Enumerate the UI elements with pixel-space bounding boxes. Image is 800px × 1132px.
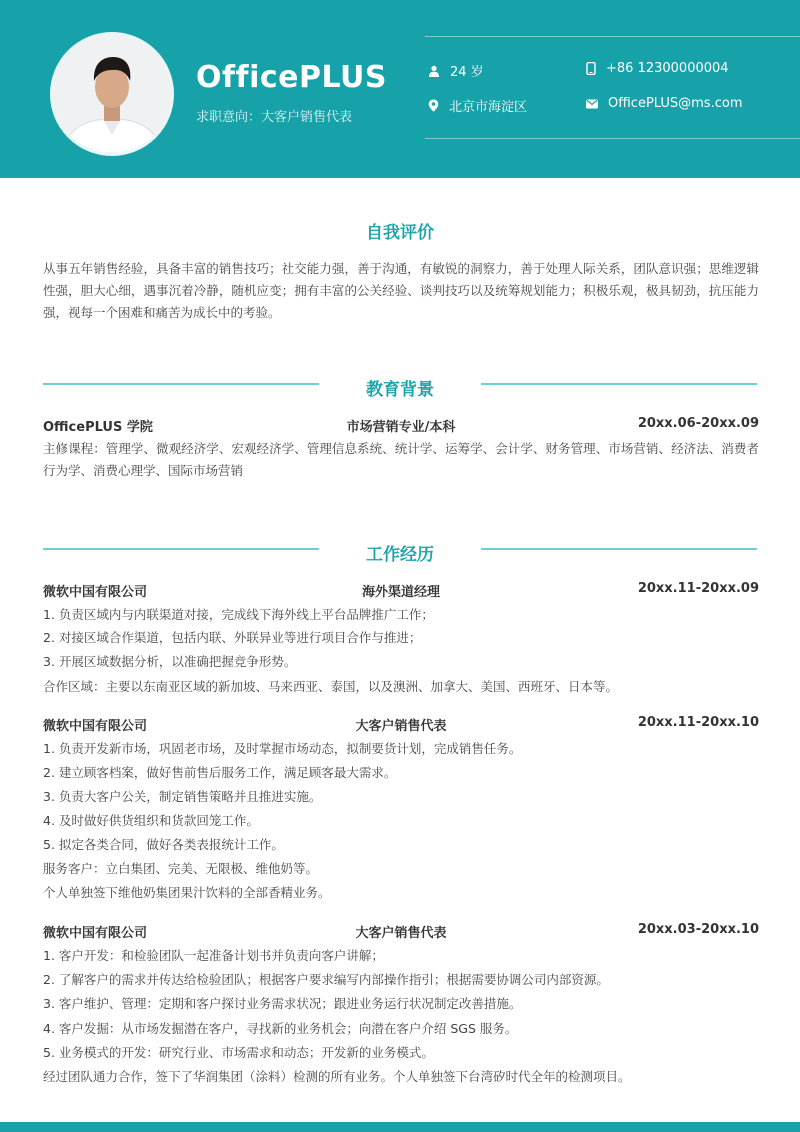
header-divider-bottom (425, 138, 800, 139)
job-duty-line: 3. 开展区域数据分析，以准确把握竞争形势。 (43, 654, 297, 669)
job-header (43, 922, 759, 944)
education-row (43, 416, 759, 438)
job-period: 20xx.11-20xx.09 (637, 581, 759, 596)
phone-icon (586, 62, 596, 75)
job-duty-line: 5. 拟定各类合同，做好各类表报统计工作。 (43, 837, 284, 852)
header-divider-top (425, 36, 800, 37)
job-note-line: 经过团队通力合作，签下了华润集团（涂料）检测的所有业务。个人单独签下台湾矽时代全年的检测项目。 (43, 1069, 631, 1084)
job-role: 海外渠道经理 (361, 585, 440, 600)
job-intent: 求职意向：大客户销售代表 (196, 110, 353, 125)
job-duty-line: 1. 客户开发：和检验团队一起准备计划书并负责向客户讲解； (43, 948, 384, 963)
job-role: 大客户销售代表 (355, 719, 447, 734)
person-icon (428, 65, 440, 77)
section-title-work: 工作经历 (366, 545, 434, 565)
self-eval-text: 从事五年销售经验，具备丰富的销售技巧；社交能力强，善于沟通，有敏锐的洞察力，善于处理人际关系，团队意识强；思维逻辑性强，胆大心细，遇事沉着冷静，随机应变；拥有丰富的公关经验、谈判技巧以及统筹规划能力；积极乐观，极具韧劲，抗压能力强，视每一个困难和痛苦为成长中的考验。 (43, 261, 759, 320)
job-period: 20xx.03-20xx.10 (637, 922, 759, 937)
candidate-name: OfficePLUS (196, 60, 388, 95)
phone-info (586, 61, 729, 76)
location-text: 北京市海淀区 (449, 100, 528, 115)
mail-icon (586, 99, 598, 109)
age-info (428, 61, 484, 80)
section-title-education: 教育背景 (366, 380, 434, 400)
job-duty-line: 2. 了解客户的需求并传达给检验团队；根据客户要求编写内部操作指引；根据需要协调公司内部资源。 (43, 972, 609, 987)
school-name: OfficePLUS 学院 (43, 420, 153, 435)
major: 市场营销专业/本科 (346, 420, 456, 435)
education-period: 20xx.06-20xx.09 (637, 416, 759, 431)
header-banner (0, 0, 800, 178)
job-duty-line: 3. 负责大客户公关，制定销售策略并且推进实施。 (43, 789, 322, 804)
location-pin-icon (428, 99, 439, 112)
job-duty-line: 4. 客户发掘：从市场发掘潜在客户，寻找新的业务机会；向潜在客户介绍 SGS 服务。 (43, 1021, 518, 1036)
job-header (43, 581, 759, 603)
company-name: 微软中国有限公司 (43, 585, 148, 600)
job-duty-line: 4. 及时做好供货组织和货款回笼工作。 (43, 813, 259, 828)
phone-text: +86 12300000004 (606, 61, 729, 76)
footer-bar (0, 1122, 800, 1132)
job-note-line: 服务客户：立白集团、完美、无限极、维他奶等。 (43, 861, 319, 876)
email-info (586, 96, 742, 111)
job-duty-line: 2. 建立顾客档案，做好售前售后服务工作，满足顾客最大需求。 (43, 765, 397, 780)
company-name: 微软中国有限公司 (43, 926, 148, 941)
job-period: 20xx.11-20xx.10 (637, 715, 759, 730)
email-text: OfficePLUS@ms.com (608, 96, 743, 111)
job-header (43, 715, 759, 737)
courses-text: 主修课程：管理学、微观经济学、宏观经济学、管理信息系统、统计学、运筹学、会计学、财务管理、市场营销、经济法、消费者行为学、消费心理学、国际市场营销 (43, 441, 759, 478)
avatar (50, 32, 174, 156)
job-note-line: 合作区域：主要以东南亚区域的新加坡、马来西亚、泰国，以及澳洲、加拿大、美国、西班牙、日本等。 (43, 679, 619, 694)
job-duty-line: 1. 负责区域内与内联渠道对接，完成线下海外线上平台品牌推广工作； (43, 607, 434, 622)
location-info (428, 96, 527, 115)
job-duty-line: 3. 客户维护、管理：定期和客户探讨业务需求状况；跟进业务运行状况制定改善措施。 (43, 996, 522, 1011)
age-text: 24 岁 (450, 65, 484, 80)
job-duty-line: 5. 业务模式的开发：研究行业、市场需求和动态；开发新的业务模式。 (43, 1045, 434, 1060)
section-title-self-eval: 自我评价 (366, 223, 434, 243)
company-name: 微软中国有限公司 (43, 719, 148, 734)
job-note-line: 个人单独签下维他奶集团果汁饮料的全部香精业务。 (43, 885, 331, 900)
job-duty-line: 1. 负责开发新市场，巩固老市场，及时掌握市场动态，拟制要货计划，完成销售任务。 (43, 741, 522, 756)
job-role: 大客户销售代表 (355, 926, 447, 941)
job-duty-line: 2. 对接区域合作渠道，包括内联、外联异业等进行项目合作与推进； (43, 630, 422, 645)
